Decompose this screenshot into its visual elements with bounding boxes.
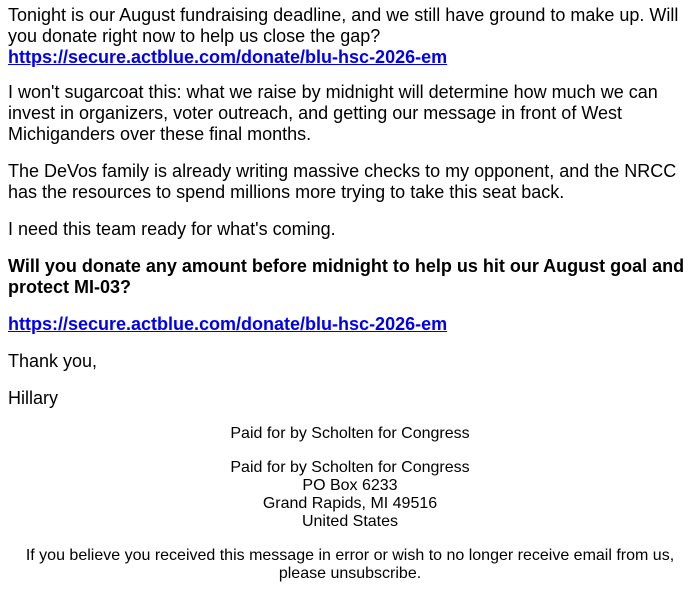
donate-link-top[interactable]: https://secure.actblue.com/donate/blu-hsc-2026-em xyxy=(8,47,448,67)
donation-ask: Will you donate any amount before midnight to help us hit our August goal and protect MI-03? xyxy=(8,256,685,297)
sign-off: Thank you, xyxy=(8,351,98,371)
unsubscribe-link[interactable]: please unsubscribe. xyxy=(278,565,422,582)
donate-link-paragraph xyxy=(8,314,692,335)
address-po-box: PO Box 6233 xyxy=(302,477,398,494)
unsubscribe-notice xyxy=(8,547,692,583)
signature: Hillary xyxy=(8,388,59,408)
address-country: United States xyxy=(301,513,399,530)
unsubscribe-text: If you believe you received this message in error or wish to no longer receive email from us, xyxy=(25,547,675,564)
intro-text: Tonight is our August fundraising deadline, and we still have ground to make up. Will you donate right now to help us close the gap? xyxy=(8,5,679,46)
paragraph-team-ready: I need this team ready for what's coming. xyxy=(8,219,336,239)
address-committee: Paid for by Scholten for Congress xyxy=(230,459,470,476)
email-footer xyxy=(8,425,692,583)
paid-for-disclaimer: Paid for by Scholten for Congress xyxy=(230,425,470,442)
paragraph-organizers: I won't sugarcoat this: what we raise by midnight will determine how much we can invest in organizers, voter outreach, and getting our message in front of West Michiganders over these final months. xyxy=(8,82,658,144)
paragraph-devos: The DeVos family is already writing massive checks to my opponent, and the NRCC has the resources to spend millions more trying to take this seat back. xyxy=(8,161,677,202)
mailing-address xyxy=(8,459,692,531)
intro-paragraph xyxy=(8,5,692,68)
donate-link-bottom[interactable]: https://secure.actblue.com/donate/blu-hsc-2026-em xyxy=(8,314,448,334)
address-city: Grand Rapids, MI 49516 xyxy=(262,495,438,512)
